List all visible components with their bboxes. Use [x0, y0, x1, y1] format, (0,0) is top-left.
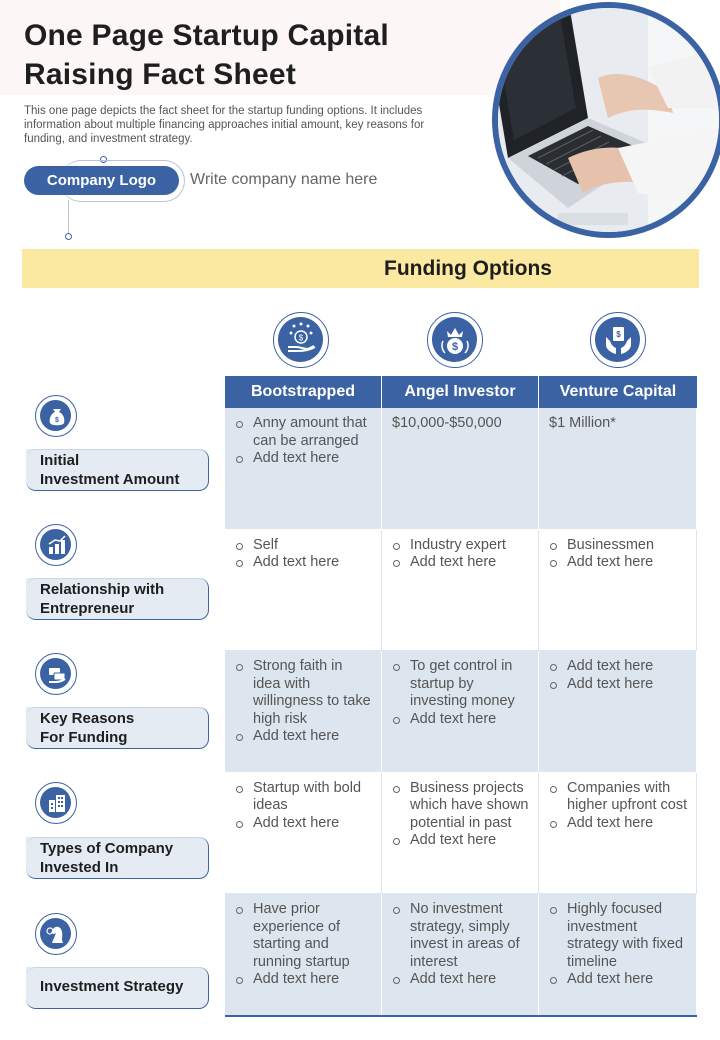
table-cell [539, 773, 697, 895]
row-label-line: Investment Amount [40, 470, 180, 488]
table-cell [382, 651, 539, 773]
growth-chart-icon [36, 525, 78, 567]
row-label-investment-strategy [26, 967, 209, 1009]
table-cell: $10,000-$50,000 [382, 408, 539, 530]
list-item: Businessmen [547, 537, 688, 555]
table-bottom-rule [225, 1015, 697, 1017]
row-label-line: Initial [40, 452, 80, 469]
list-item: Add text here [233, 971, 373, 989]
list-item: Add text here [390, 832, 530, 850]
list-item: Companies with higher upfront cost [547, 780, 688, 815]
list-item: Add text here [390, 554, 530, 572]
table-cell [382, 773, 539, 895]
table-cell [382, 894, 539, 1016]
list-item: Startup with bold ideas [233, 780, 373, 815]
svg-text:$: $ [451, 341, 459, 353]
list-item: Have prior experience of starting and running startup [233, 901, 373, 971]
funding-table [225, 376, 697, 1016]
table-cell [225, 530, 382, 652]
row-label-company-types [26, 837, 209, 879]
list-item: Add text here [233, 728, 373, 746]
list-item: Anny amount that can be arranged [233, 415, 373, 450]
row-label-key-reasons [26, 707, 209, 749]
banner-title: Funding Options [384, 257, 552, 280]
list-item: Industry expert [390, 537, 530, 555]
row-label-line: Entrepreneur [40, 599, 135, 617]
list-item: No investment strategy, simply invest in areas of interest [390, 901, 530, 971]
list-item: Highly focused investment strategy with fixed timeline [547, 901, 688, 971]
table-cell [539, 530, 697, 652]
list-item: Add text here [233, 554, 373, 572]
money-hand-icon [36, 654, 78, 696]
row-label-line: For Funding [40, 728, 128, 746]
key-reasons-icon-badge [35, 653, 77, 695]
funding-options-banner [22, 249, 699, 288]
crowned-dollar-icon [428, 313, 484, 369]
list-item: Add text here [547, 815, 688, 833]
page-title [24, 16, 389, 94]
row-label-line: Investment Strategy [40, 978, 184, 995]
table-row-initial-investment [225, 408, 697, 530]
list-item: Add text here [547, 971, 688, 989]
table-cell [382, 530, 539, 652]
list-item: Self [233, 537, 373, 555]
list-item: Add text here [390, 711, 530, 729]
initial-investment-icon-badge [35, 395, 77, 437]
investment-strategy-icon-badge [35, 913, 77, 955]
list-item: Add text here [547, 554, 688, 572]
bootstrapped-icon-badge [273, 312, 329, 368]
table-cell: $1 Million* [539, 408, 697, 530]
buildings-icon [36, 783, 78, 825]
list-item: Business projects which have shown potential in past [390, 780, 530, 833]
table-row-company-types [225, 773, 697, 895]
table-cell [225, 894, 382, 1016]
list-item: Add text here [547, 658, 688, 676]
table-row-investment-strategy [225, 894, 697, 1016]
table-cell [225, 651, 382, 773]
svg-text:$: $ [55, 417, 59, 424]
list-item: Add text here [547, 676, 688, 694]
company-types-icon-badge [35, 782, 77, 824]
table-cell [539, 894, 697, 1016]
company-name-placeholder[interactable]: Write company name here [190, 171, 378, 188]
table-row-relationship [225, 530, 697, 652]
table-cell [225, 408, 382, 530]
venture-capital-icon-badge [590, 312, 646, 368]
row-label-line: Invested In [40, 858, 119, 876]
row-label-initial-investment [26, 449, 209, 491]
table-header [225, 376, 697, 408]
column-header-bootstrapped: Bootstrapped [225, 376, 382, 408]
list-item: Add text here [390, 971, 530, 989]
column-header-venture-capital: Venture Capital [539, 376, 697, 408]
title-line-1: One Page Startup Capital [24, 19, 389, 52]
chess-knight-icon [36, 914, 78, 956]
company-logo-badge[interactable]: Company Logo [24, 166, 179, 195]
row-label-line: Types of Company [40, 840, 174, 857]
hands-coins-icon [274, 313, 330, 369]
row-label-relationship [26, 578, 209, 620]
connector-dot-bottom [65, 233, 72, 240]
table-cell [225, 773, 382, 895]
row-label-line: Relationship with [40, 581, 165, 598]
page-description: This one page depicts the fact sheet for the startup funding options. It includes information about multiple financing approaches initial amount, key reasons for funding, and investment strategy. [24, 105, 425, 145]
column-header-angel-investor: Angel Investor [382, 376, 539, 408]
laptop-photo-illustration [498, 8, 719, 232]
list-item: Add text here [233, 450, 373, 468]
list-item: To get control in startup by investing money [390, 658, 530, 711]
connector-line [68, 200, 69, 233]
laptop-photo [492, 2, 720, 238]
row-label-line: Key Reasons [40, 710, 135, 727]
table-cell [539, 651, 697, 773]
angel-investor-icon-badge [427, 312, 483, 368]
hands-money-icon [591, 313, 647, 369]
money-bag-icon [36, 396, 78, 438]
list-item: Strong faith in idea with willingness to take high risk [233, 658, 373, 728]
table-row-key-reasons [225, 651, 697, 773]
list-item: Add text here [233, 815, 373, 833]
svg-text:$: $ [616, 330, 621, 339]
title-line-2: Raising Fact Sheet [24, 58, 297, 91]
relationship-icon-badge [35, 524, 77, 566]
svg-text:$: $ [298, 333, 304, 343]
